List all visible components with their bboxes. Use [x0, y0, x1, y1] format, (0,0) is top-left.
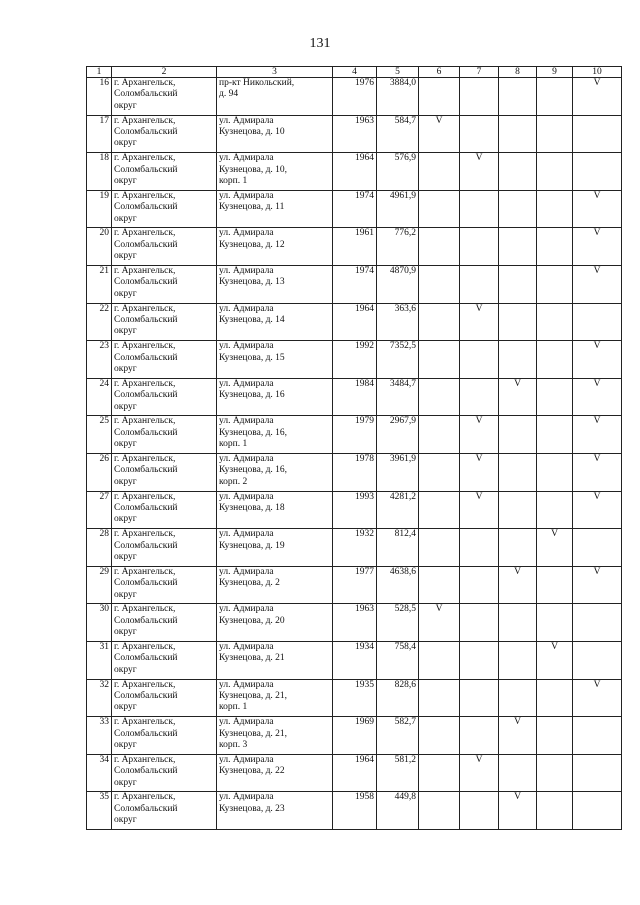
- district-cell: г. Архангельск, Соломбальский округ: [112, 265, 217, 303]
- table-row: [87, 641, 622, 679]
- mark-cell: [499, 265, 537, 303]
- column-header: 3: [217, 67, 333, 78]
- mark-cell: [573, 303, 622, 341]
- district-cell: г. Архангельск, Соломбальский округ: [112, 604, 217, 642]
- district-cell: г. Архангельск, Соломбальский округ: [112, 529, 217, 567]
- district-cell: г. Архангельск, Соломбальский округ: [112, 190, 217, 228]
- row-number-cell: 31: [87, 641, 112, 679]
- area-cell: 2967,9: [377, 416, 419, 454]
- table-row: [87, 190, 622, 228]
- table-row: [87, 115, 622, 153]
- area-cell: 758,4: [377, 641, 419, 679]
- mark-cell: [419, 717, 460, 755]
- table-row: [87, 566, 622, 604]
- mark-cell: [537, 303, 573, 341]
- mark-cell: [537, 378, 573, 416]
- mark-cell: [499, 153, 537, 191]
- mark-cell: [499, 641, 537, 679]
- page-number: 131: [309, 36, 331, 51]
- mark-cell: [419, 641, 460, 679]
- mark-cell: [419, 303, 460, 341]
- mark-cell: [419, 378, 460, 416]
- mark-cell: V: [573, 491, 622, 529]
- mark-cell: [537, 115, 573, 153]
- row-number-cell: 18: [87, 153, 112, 191]
- mark-cell: V: [460, 754, 499, 792]
- mark-cell: V: [573, 265, 622, 303]
- table-row: [87, 754, 622, 792]
- mark-cell: V: [419, 115, 460, 153]
- year-cell: 1964: [333, 303, 377, 341]
- address-cell: ул. Адмирала Кузнецова, д. 15: [217, 341, 333, 379]
- row-number-cell: 17: [87, 115, 112, 153]
- year-cell: 1969: [333, 717, 377, 755]
- mark-cell: [419, 341, 460, 379]
- area-cell: 776,2: [377, 228, 419, 266]
- mark-cell: [537, 717, 573, 755]
- mark-cell: [499, 754, 537, 792]
- row-number-cell: 25: [87, 416, 112, 454]
- mark-cell: [537, 265, 573, 303]
- address-cell: ул. Адмирала Кузнецова, д. 16, корп. 1: [217, 416, 333, 454]
- year-cell: 1932: [333, 529, 377, 567]
- address-cell: ул. Адмирала Кузнецова, д. 10: [217, 115, 333, 153]
- mark-cell: [419, 416, 460, 454]
- table-row: [87, 378, 622, 416]
- area-cell: 4638,6: [377, 566, 419, 604]
- row-number-cell: 22: [87, 303, 112, 341]
- mark-cell: V: [573, 78, 622, 116]
- register-body: [87, 78, 622, 830]
- area-cell: 3884,0: [377, 78, 419, 116]
- year-cell: 1964: [333, 754, 377, 792]
- mark-cell: V: [573, 416, 622, 454]
- row-number-cell: 20: [87, 228, 112, 266]
- row-number-cell: 30: [87, 604, 112, 642]
- mark-cell: [537, 78, 573, 116]
- year-cell: 1935: [333, 679, 377, 717]
- mark-cell: V: [460, 491, 499, 529]
- housing-register-table: [86, 66, 622, 830]
- district-cell: г. Архангельск, Соломбальский округ: [112, 341, 217, 379]
- mark-cell: V: [573, 679, 622, 717]
- mark-cell: [419, 265, 460, 303]
- mark-cell: [499, 604, 537, 642]
- address-cell: ул. Адмирала Кузнецова, д. 22: [217, 754, 333, 792]
- row-number-cell: 32: [87, 679, 112, 717]
- row-number-cell: 26: [87, 453, 112, 491]
- mark-cell: V: [419, 604, 460, 642]
- column-header: 10: [573, 67, 622, 78]
- table-row: [87, 604, 622, 642]
- year-cell: 1958: [333, 792, 377, 830]
- column-header: 2: [112, 67, 217, 78]
- mark-cell: [537, 754, 573, 792]
- address-cell: пр-кт Никольский, д. 94: [217, 78, 333, 116]
- row-number-cell: 33: [87, 717, 112, 755]
- mark-cell: [537, 416, 573, 454]
- area-cell: 4281,2: [377, 491, 419, 529]
- table-row: [87, 153, 622, 191]
- year-cell: 1934: [333, 641, 377, 679]
- mark-cell: V: [573, 378, 622, 416]
- mark-cell: V: [460, 453, 499, 491]
- mark-cell: V: [460, 303, 499, 341]
- district-cell: г. Архангельск, Соломбальский округ: [112, 641, 217, 679]
- column-header: 9: [537, 67, 573, 78]
- area-cell: 3484,7: [377, 378, 419, 416]
- address-cell: ул. Адмирала Кузнецова, д. 16, корп. 2: [217, 453, 333, 491]
- mark-cell: [499, 78, 537, 116]
- table-row: [87, 717, 622, 755]
- mark-cell: [460, 641, 499, 679]
- mark-cell: [419, 566, 460, 604]
- district-cell: г. Архангельск, Соломбальский округ: [112, 754, 217, 792]
- mark-cell: [460, 115, 499, 153]
- mark-cell: [573, 529, 622, 567]
- table-row: [87, 792, 622, 830]
- row-number-cell: 23: [87, 341, 112, 379]
- mark-cell: [573, 115, 622, 153]
- year-cell: 1978: [333, 453, 377, 491]
- mark-cell: [537, 679, 573, 717]
- row-number-cell: 24: [87, 378, 112, 416]
- mark-cell: [537, 190, 573, 228]
- district-cell: г. Архангельск, Соломбальский округ: [112, 378, 217, 416]
- mark-cell: [499, 190, 537, 228]
- area-cell: 4961,9: [377, 190, 419, 228]
- row-number-cell: 34: [87, 754, 112, 792]
- row-number-cell: 28: [87, 529, 112, 567]
- mark-cell: [573, 604, 622, 642]
- mark-cell: [460, 717, 499, 755]
- table-row: [87, 303, 622, 341]
- address-cell: ул. Адмирала Кузнецова, д. 21: [217, 641, 333, 679]
- mark-cell: [499, 416, 537, 454]
- mark-cell: V: [460, 153, 499, 191]
- district-cell: г. Архангельск, Соломбальский округ: [112, 679, 217, 717]
- mark-cell: [419, 153, 460, 191]
- mark-cell: [460, 529, 499, 567]
- area-cell: 812,4: [377, 529, 419, 567]
- column-header: 4: [333, 67, 377, 78]
- mark-cell: [419, 754, 460, 792]
- mark-cell: [499, 341, 537, 379]
- address-cell: ул. Адмирала Кузнецова, д. 19: [217, 529, 333, 567]
- mark-cell: [460, 566, 499, 604]
- mark-cell: [499, 491, 537, 529]
- year-cell: 1993: [333, 491, 377, 529]
- mark-cell: V: [573, 341, 622, 379]
- row-number-cell: 16: [87, 78, 112, 116]
- mark-cell: [499, 529, 537, 567]
- district-cell: г. Архангельск, Соломбальский округ: [112, 453, 217, 491]
- address-cell: ул. Адмирала Кузнецова, д. 21, корп. 1: [217, 679, 333, 717]
- year-cell: 1976: [333, 78, 377, 116]
- table-row: [87, 78, 622, 116]
- mark-cell: [460, 341, 499, 379]
- district-cell: г. Архангельск, Соломбальский округ: [112, 792, 217, 830]
- mark-cell: [419, 228, 460, 266]
- mark-cell: [573, 153, 622, 191]
- mark-cell: [537, 453, 573, 491]
- table-row: [87, 265, 622, 303]
- year-cell: 1961: [333, 228, 377, 266]
- column-header: 1: [87, 67, 112, 78]
- row-number-cell: 19: [87, 190, 112, 228]
- mark-cell: V: [573, 566, 622, 604]
- mark-cell: [573, 717, 622, 755]
- area-cell: 584,7: [377, 115, 419, 153]
- mark-cell: [460, 792, 499, 830]
- year-cell: 1974: [333, 190, 377, 228]
- mark-cell: [537, 341, 573, 379]
- address-cell: ул. Адмирала Кузнецова, д. 23: [217, 792, 333, 830]
- mark-cell: [460, 265, 499, 303]
- district-cell: г. Архангельск, Соломбальский округ: [112, 78, 217, 116]
- area-cell: 581,2: [377, 754, 419, 792]
- mark-cell: [419, 491, 460, 529]
- mark-cell: V: [460, 416, 499, 454]
- column-header: 8: [499, 67, 537, 78]
- mark-cell: [419, 453, 460, 491]
- mark-cell: V: [499, 792, 537, 830]
- district-cell: г. Архангельск, Соломбальский округ: [112, 228, 217, 266]
- row-number-cell: 35: [87, 792, 112, 830]
- table-row: [87, 228, 622, 266]
- table-row: [87, 416, 622, 454]
- table-row: [87, 491, 622, 529]
- district-cell: г. Архангельск, Соломбальский округ: [112, 416, 217, 454]
- address-cell: ул. Адмирала Кузнецова, д. 21, корп. 3: [217, 717, 333, 755]
- table-row: [87, 453, 622, 491]
- mark-cell: V: [499, 378, 537, 416]
- address-cell: ул. Адмирала Кузнецова, д. 13: [217, 265, 333, 303]
- area-cell: 4870,9: [377, 265, 419, 303]
- column-header: 6: [419, 67, 460, 78]
- table-row: [87, 529, 622, 567]
- year-cell: 1979: [333, 416, 377, 454]
- area-cell: 3961,9: [377, 453, 419, 491]
- year-cell: 1974: [333, 265, 377, 303]
- column-header: 5: [377, 67, 419, 78]
- row-number-cell: 29: [87, 566, 112, 604]
- address-cell: ул. Адмирала Кузнецова, д. 20: [217, 604, 333, 642]
- table-row: [87, 341, 622, 379]
- mark-cell: [460, 604, 499, 642]
- district-cell: г. Архангельск, Соломбальский округ: [112, 303, 217, 341]
- address-cell: ул. Адмирала Кузнецова, д. 16: [217, 378, 333, 416]
- year-cell: 1963: [333, 604, 377, 642]
- district-cell: г. Архангельск, Соломбальский округ: [112, 717, 217, 755]
- mark-cell: [573, 641, 622, 679]
- column-header: 7: [460, 67, 499, 78]
- district-cell: г. Архангельск, Соломбальский округ: [112, 491, 217, 529]
- mark-cell: [499, 115, 537, 153]
- area-cell: 582,7: [377, 717, 419, 755]
- area-cell: 828,6: [377, 679, 419, 717]
- mark-cell: [419, 792, 460, 830]
- area-cell: 576,9: [377, 153, 419, 191]
- mark-cell: V: [573, 190, 622, 228]
- mark-cell: [537, 491, 573, 529]
- mark-cell: [499, 679, 537, 717]
- year-cell: 1984: [333, 378, 377, 416]
- mark-cell: [537, 228, 573, 266]
- column-number-header-row: [87, 67, 622, 78]
- address-cell: ул. Адмирала Кузнецова, д. 11: [217, 190, 333, 228]
- mark-cell: V: [537, 641, 573, 679]
- table-row: [87, 679, 622, 717]
- mark-cell: [537, 792, 573, 830]
- mark-cell: V: [499, 566, 537, 604]
- year-cell: 1992: [333, 341, 377, 379]
- district-cell: г. Архангельск, Соломбальский округ: [112, 115, 217, 153]
- mark-cell: [460, 378, 499, 416]
- address-cell: ул. Адмирала Кузнецова, д. 12: [217, 228, 333, 266]
- mark-cell: [499, 228, 537, 266]
- address-cell: ул. Адмирала Кузнецова, д. 18: [217, 491, 333, 529]
- mark-cell: [419, 679, 460, 717]
- district-cell: г. Архангельск, Соломбальский округ: [112, 566, 217, 604]
- mark-cell: [460, 228, 499, 266]
- mark-cell: [573, 792, 622, 830]
- mark-cell: [460, 78, 499, 116]
- year-cell: 1963: [333, 115, 377, 153]
- mark-cell: [460, 190, 499, 228]
- mark-cell: [499, 453, 537, 491]
- row-number-cell: 27: [87, 491, 112, 529]
- area-cell: 449,8: [377, 792, 419, 830]
- mark-cell: [537, 604, 573, 642]
- mark-cell: [537, 153, 573, 191]
- mark-cell: [573, 754, 622, 792]
- mark-cell: [419, 78, 460, 116]
- address-cell: ул. Адмирала Кузнецова, д. 2: [217, 566, 333, 604]
- district-cell: г. Архангельск, Соломбальский округ: [112, 153, 217, 191]
- mark-cell: [499, 303, 537, 341]
- mark-cell: [460, 679, 499, 717]
- year-cell: 1977: [333, 566, 377, 604]
- address-cell: ул. Адмирала Кузнецова, д. 10, корп. 1: [217, 153, 333, 191]
- mark-cell: [419, 190, 460, 228]
- mark-cell: V: [537, 529, 573, 567]
- area-cell: 7352,5: [377, 341, 419, 379]
- mark-cell: [419, 529, 460, 567]
- mark-cell: V: [573, 228, 622, 266]
- mark-cell: [537, 566, 573, 604]
- area-cell: 528,5: [377, 604, 419, 642]
- mark-cell: V: [499, 717, 537, 755]
- year-cell: 1964: [333, 153, 377, 191]
- row-number-cell: 21: [87, 265, 112, 303]
- area-cell: 363,6: [377, 303, 419, 341]
- mark-cell: V: [573, 453, 622, 491]
- address-cell: ул. Адмирала Кузнецова, д. 14: [217, 303, 333, 341]
